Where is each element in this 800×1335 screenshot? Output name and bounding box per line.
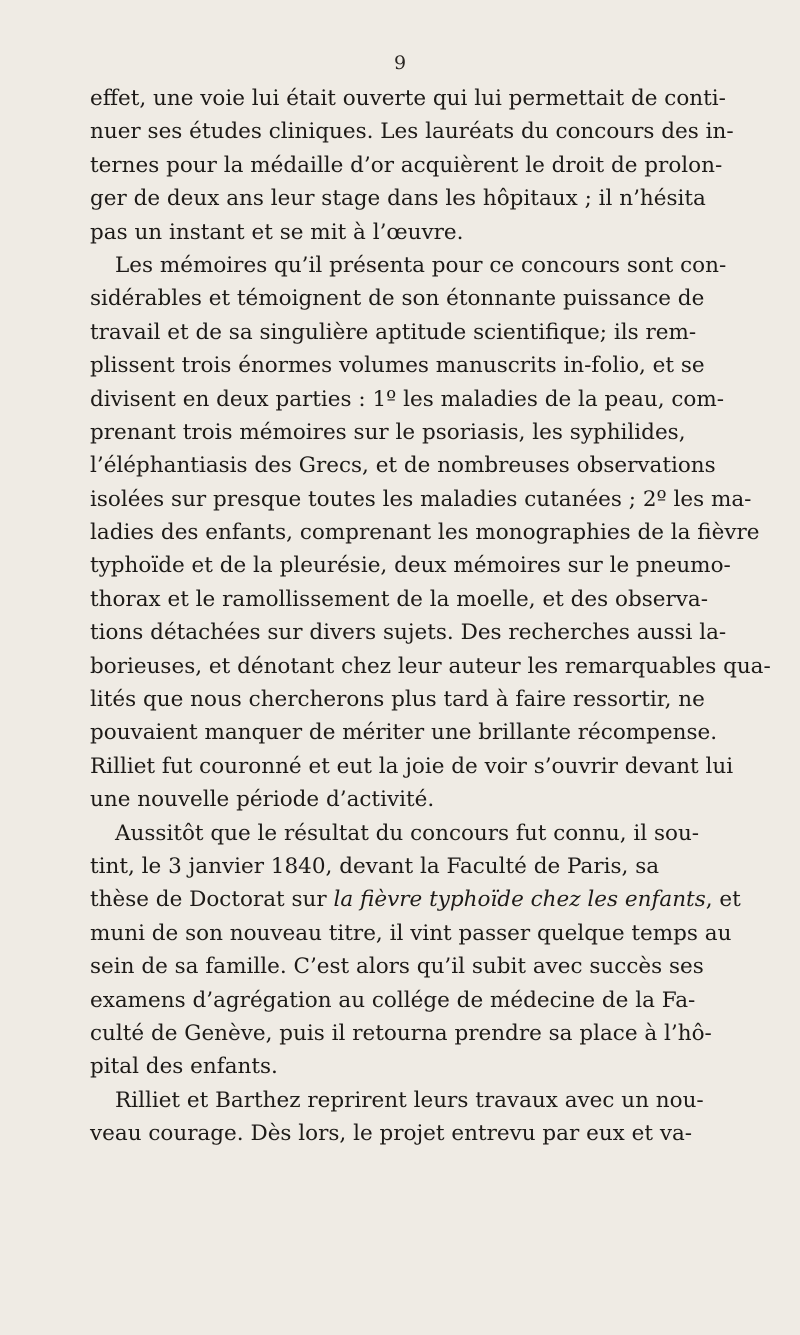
text-line — [90, 282, 720, 315]
text-line — [90, 349, 720, 382]
line-text: , et — [705, 887, 741, 913]
line-text: muni de son nouveau titre, il vint passer quelque temps au — [90, 920, 732, 946]
text-line — [90, 182, 720, 215]
text-line — [90, 483, 752, 516]
text-line — [90, 216, 720, 249]
text-line — [90, 650, 771, 683]
page-number: 9 — [393, 52, 407, 74]
text-line — [90, 616, 727, 649]
text-line — [90, 984, 720, 1017]
text-line — [90, 716, 720, 749]
line-text: pas un instant et se mit à l’œuvre. — [90, 219, 464, 245]
text-line — [90, 449, 720, 482]
text-line — [90, 82, 726, 115]
line-text: divisent en deux parties : 1º les maladies de la peau, com- — [90, 386, 725, 412]
line-text: tint, le 3 janvier 1840, devant la Faculté de Paris, sa — [90, 853, 660, 879]
line-text: Aussitôt que le résultat du concours fut connu, il sou- — [115, 820, 700, 846]
text-line — [90, 416, 720, 449]
line-text: tions détachées sur divers sujets. Des recherches aussi la- — [90, 620, 727, 646]
line-text: thèse de Doctorat sur — [90, 887, 327, 913]
text-line — [90, 1017, 720, 1050]
text-line — [90, 1117, 720, 1150]
text-line — [90, 149, 723, 182]
paragraph-start-line — [90, 817, 720, 850]
text-line — [90, 950, 720, 983]
line-text: Les mémoires qu’il présenta pour ce concours sont con- — [115, 252, 727, 278]
text-line — [90, 683, 720, 716]
text-line — [90, 1050, 720, 1083]
text-line — [90, 115, 734, 148]
text-line — [90, 917, 732, 950]
line-text: ternes pour la médaille d’or acquièrent le droit de prolon- — [90, 152, 723, 178]
line-text: prenant trois mémoires sur le psoriasis, les syphilides, — [90, 419, 686, 445]
line-text: lités que nous chercherons plus tard à faire ressortir, ne — [90, 687, 705, 713]
text-line — [90, 316, 720, 349]
line-text-wrapper — [90, 883, 741, 916]
line-text: Rilliet fut couronné et eut la joie de voir s’ouvrir devant lui — [90, 753, 734, 779]
text-line — [90, 783, 720, 816]
line-text: sidérables et témoignent de son étonnante puissance de — [90, 286, 705, 312]
text-line-with-title — [90, 883, 741, 916]
line-text: plissent trois énormes volumes manuscrits in-folio, et se — [90, 353, 705, 379]
line-text: sein de sa famille. C’est alors qu’il subit avec succès ses — [90, 954, 704, 980]
text-line — [90, 750, 734, 783]
thesis-title: la fièvre typhoïde chez les enfants — [333, 887, 706, 913]
line-text: pital des enfants. — [90, 1054, 278, 1080]
line-text: nuer ses études cliniques. Les lauréats du concours des in- — [90, 119, 734, 145]
line-text: ladies des enfants, comprenant les monographies de la fièvre — [90, 520, 760, 546]
line-text: veau courage. Dès lors, le projet entrevu par eux et va- — [90, 1121, 693, 1147]
line-text: culté de Genève, puis il retourna prendre sa place à l’hô- — [90, 1020, 712, 1046]
line-text: typhoïde et de la pleurésie, deux mémoires sur le pneumo- — [90, 553, 731, 579]
text-line — [90, 383, 725, 416]
text-line — [90, 583, 720, 616]
text-line — [90, 516, 760, 549]
line-text: l’éléphantiasis des Grecs, et de nombreuses observations — [90, 453, 716, 479]
line-text: examens d’agrégation au collége de médecine de la Fa- — [90, 987, 696, 1013]
body-text — [90, 82, 771, 1151]
line-text: thorax et le ramollissement de la moelle, et des observa- — [90, 586, 708, 612]
line-text: borieuses, et dénotant chez leur auteur les remarquables qua- — [90, 653, 771, 679]
line-text: une nouvelle période d’activité. — [90, 787, 435, 813]
text-line — [90, 549, 731, 582]
line-text: ger de deux ans leur stage dans les hôpitaux ; il n’hésita — [90, 186, 706, 212]
paragraph-start-line — [90, 1084, 720, 1117]
line-text: effet, une voie lui était ouverte qui lui permettait de conti- — [90, 86, 726, 111]
paragraph-start-line — [90, 249, 727, 282]
line-text: pouvaient manquer de mériter une brillante récompense. — [90, 720, 718, 746]
text-line — [90, 850, 720, 883]
line-text: isolées sur presque toutes les maladies cutanées ; 2º les ma- — [90, 486, 752, 512]
line-text: travail et de sa singulière aptitude scientifique; ils rem- — [90, 319, 697, 345]
line-text: Rilliet et Barthez reprirent leurs travaux avec un nou- — [115, 1087, 704, 1113]
